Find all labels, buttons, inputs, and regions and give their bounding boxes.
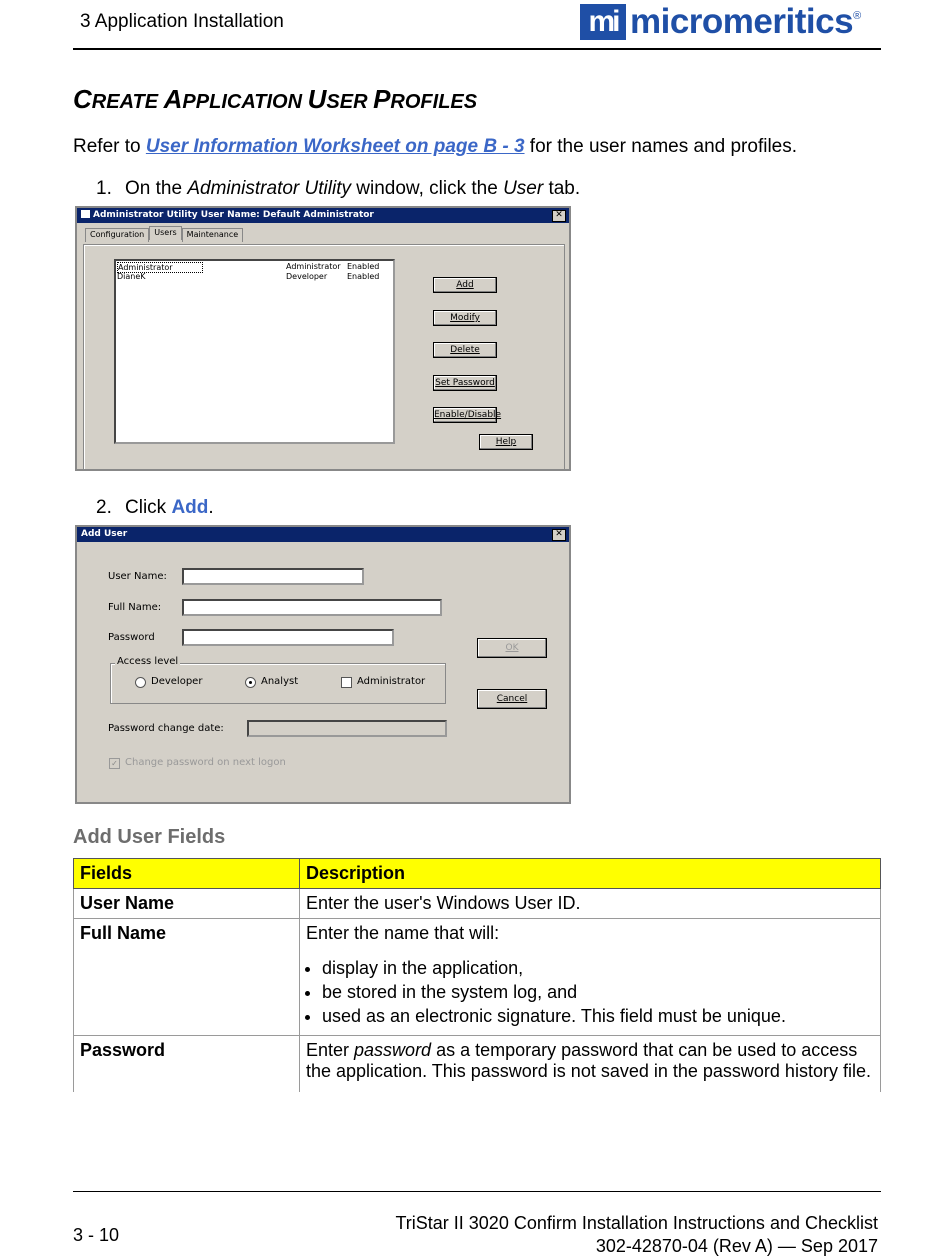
header-divider (73, 48, 881, 50)
user-row-role: Administrator (286, 262, 341, 271)
intro-paragraph: Refer to User Information Worksheet on page B - 3 for the user names and profiles. (73, 136, 798, 157)
user-row-status: Enabled (347, 262, 380, 271)
logo-mark: mi (580, 4, 626, 40)
change-password-label: Change password on next logon (125, 757, 286, 768)
list-item: • display in the application, (322, 958, 874, 979)
fields-table (73, 858, 881, 1092)
tab-users[interactable]: Users (149, 226, 181, 240)
window-title-bar: Administrator Utility User Name: Default Administrator ✕ (77, 208, 569, 223)
user-list[interactable] (114, 259, 395, 444)
micromeritics-logo (580, 2, 861, 42)
tab-configuration[interactable]: Configuration (85, 228, 149, 242)
user-name-input[interactable] (182, 568, 364, 585)
worksheet-link[interactable]: User Information Worksheet on page B - 3 (145, 136, 525, 157)
change-password-checkbox: ✓ (109, 758, 120, 769)
password-label: Password (108, 632, 155, 643)
table-row (74, 889, 881, 919)
logo-registered: ® (853, 10, 862, 22)
field-description: Enter the user's Windows User ID. (300, 889, 881, 919)
footer-divider (73, 1191, 881, 1192)
field-description: Enter the name that will: • display in the application, • be stored in the system log, and • used as an electronic signature. This field must be unique. (300, 919, 881, 1036)
full-name-label: Full Name: (108, 602, 162, 613)
step-1: 1. On the Administrator Utility window, click the User tab. (96, 178, 581, 199)
enable-disable-button[interactable]: Enable/Disable (433, 407, 497, 423)
close-icon[interactable]: ✕ (552, 529, 566, 541)
add-user-window (75, 525, 571, 804)
user-row-name[interactable]: Administrator (117, 262, 203, 273)
tab-maintenance[interactable]: Maintenance (182, 228, 244, 242)
table-row (74, 1036, 881, 1093)
logo-text: micromeritics (630, 2, 854, 41)
window-title-bar: Add User ✕ (77, 527, 569, 542)
list-item: • used as an electronic signature. This field must be unique. (322, 1006, 874, 1027)
administrator-utility-window (75, 206, 571, 471)
section-heading: 3 Application Installation (80, 11, 284, 32)
modify-button[interactable]: Modify (433, 310, 497, 326)
user-row-name[interactable]: DianeK (117, 272, 146, 281)
password-input[interactable] (182, 629, 394, 646)
page-number: 3 - 10 (73, 1225, 120, 1245)
add-button[interactable]: Add (433, 277, 497, 293)
administrator-label: Administrator (357, 676, 426, 687)
user-row-role: Developer (286, 272, 328, 281)
access-level-label: Access level (117, 656, 179, 667)
field-name: Password (74, 1036, 300, 1093)
administrator-checkbox[interactable] (341, 677, 352, 688)
field-name: User Name (74, 889, 300, 919)
step-2: 2. Click Add. (96, 497, 214, 518)
analyst-label: Analyst (261, 676, 299, 687)
field-name: Full Name (74, 919, 300, 1036)
list-item: • be stored in the system log, and (322, 982, 874, 1003)
developer-label: Developer (151, 676, 203, 687)
bullet-list (306, 958, 874, 1027)
delete-button[interactable]: Delete (433, 342, 497, 358)
table-header-row (74, 859, 881, 889)
help-button[interactable]: Help (479, 434, 533, 450)
add-link[interactable]: Add (171, 497, 209, 518)
full-name-input[interactable] (182, 599, 442, 616)
password-change-date-field (247, 720, 447, 737)
close-icon[interactable]: ✕ (552, 210, 566, 222)
developer-radio[interactable] (135, 677, 146, 688)
user-name-label: User Name: (108, 571, 167, 582)
document-title: TriStar II 3020 Confirm Installation Instructions and Checklist (395, 1213, 878, 1233)
table-row (74, 919, 881, 1036)
document-number: 302-42870-04 (Rev A) — Sep 2017 (595, 1236, 878, 1256)
header-fields: Fields (74, 859, 300, 889)
analyst-radio[interactable] (245, 677, 256, 688)
set-password-button[interactable]: Set Password (433, 375, 497, 391)
field-description: Enter password as a temporary password that can be used to access the application. This password is not saved in the password history file. (300, 1036, 881, 1093)
table-title: Add User Fields (73, 826, 226, 848)
password-change-date-label: Password change date: (108, 723, 224, 734)
cancel-button[interactable]: Cancel (477, 689, 547, 709)
page-title: CREATE APPLICATION USER PROFILES (73, 84, 478, 114)
header-description: Description (300, 859, 881, 889)
user-row-status: Enabled (347, 272, 380, 281)
ok-button[interactable]: OK (477, 638, 547, 658)
window-icon (81, 210, 90, 218)
